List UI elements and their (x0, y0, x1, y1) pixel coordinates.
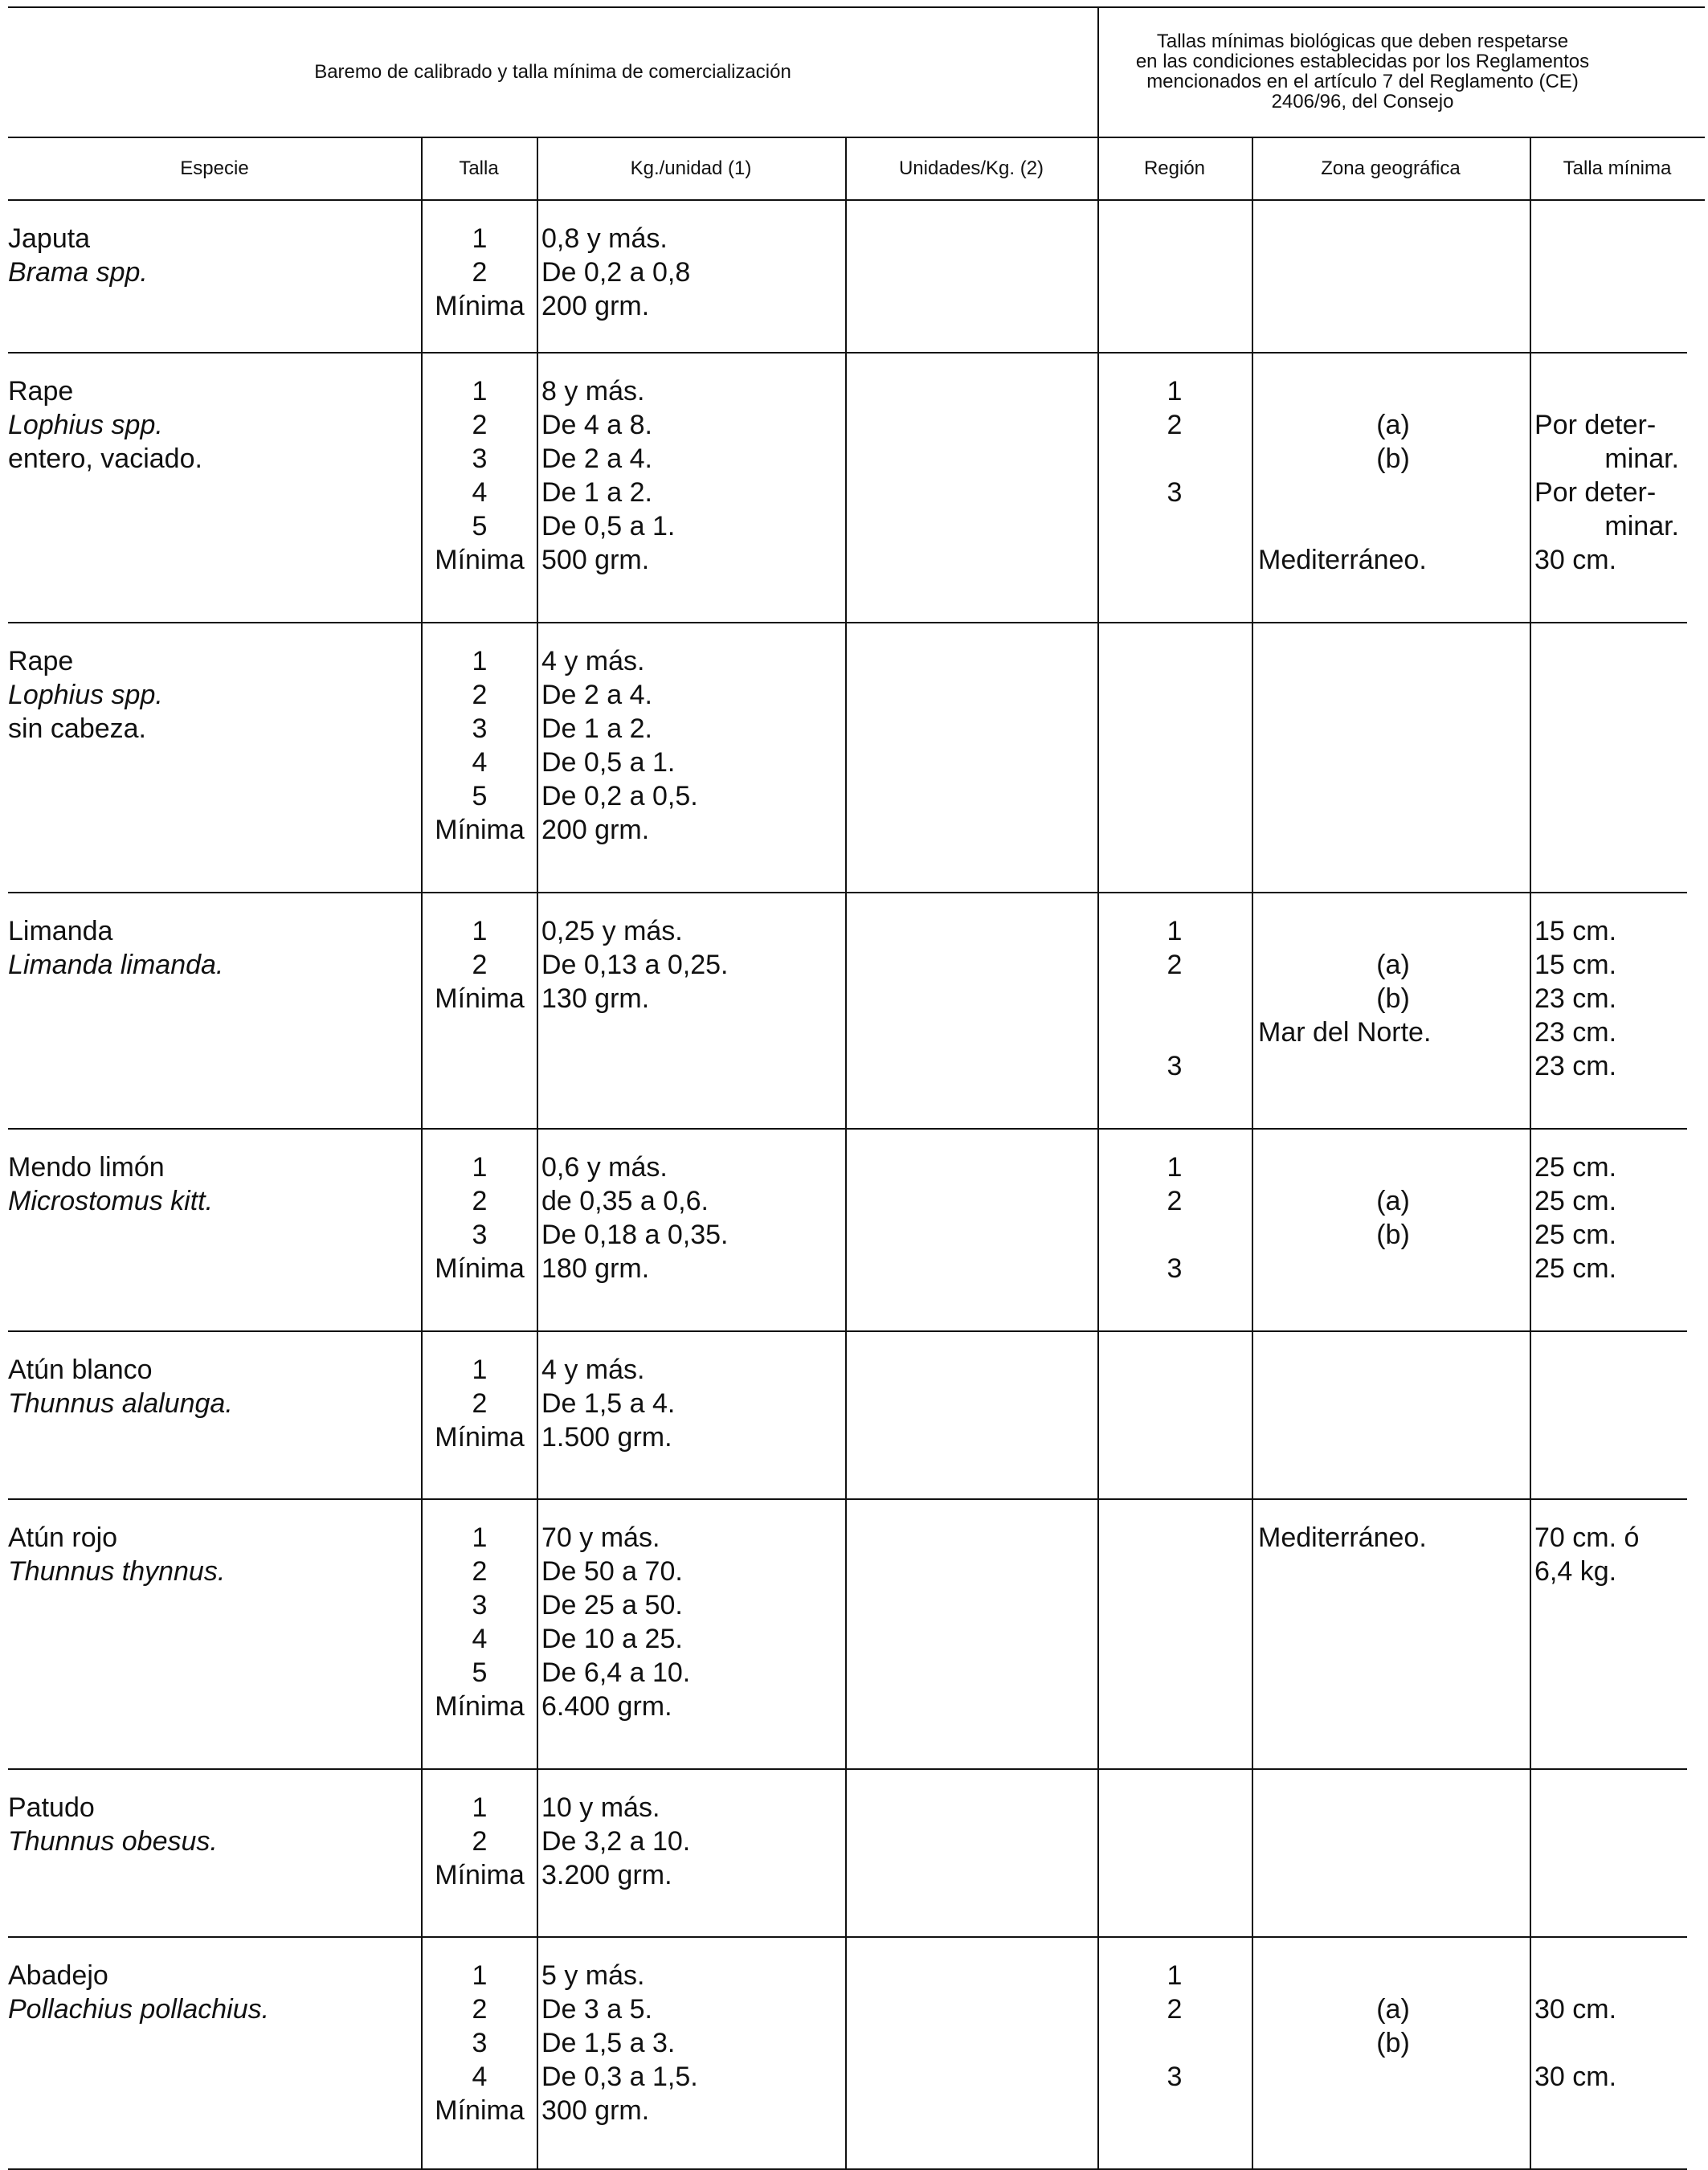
species-common-name: Rape (8, 646, 74, 676)
column-kg-unidad: Kg./unidad (1) (630, 157, 752, 179)
talla-cell-line: Mínima (435, 2095, 525, 2126)
zona-cell-line: Mediterráneo. (1258, 1522, 1427, 1553)
talla-cell-line: Mínima (435, 545, 525, 575)
talla-minima-cell-line: minar. (1604, 443, 1679, 474)
species-common-name: Atún blanco (8, 1355, 153, 1385)
column-talla-minima: Talla mínima (1563, 157, 1672, 179)
region-cell-line (1099, 1218, 1250, 1252)
row-divider (8, 1498, 1687, 1500)
row-divider (8, 1768, 1687, 1770)
zona-cell (1258, 1150, 1528, 1285)
talla-minima-cell-line: 23 cm. (1534, 983, 1617, 1014)
column-divider (1530, 137, 1531, 2168)
region-cell-line: 1 (1167, 1960, 1183, 1991)
talla-minima-cell (1534, 914, 1679, 1083)
talla-minima-cell-line: Por deter- (1534, 477, 1657, 508)
zona-cell-line: (a) (1376, 1994, 1410, 2025)
column-divider (845, 137, 847, 2168)
region-cell-line: 2 (1167, 1994, 1183, 2025)
zona-cell-line: Mar del Norte. (1258, 1017, 1432, 1048)
kg-unidad-cell (541, 1353, 844, 1454)
region-cell-line: 2 (1167, 1186, 1183, 1216)
header-right-line: 2406/96, del Consejo (1271, 91, 1454, 112)
talla-minima-cell (1534, 374, 1679, 577)
talla-cell-line: 3 (472, 713, 488, 744)
species-cell (8, 1791, 418, 1858)
kg-unidad-cell-line: De 0,3 a 1,5. (541, 2062, 698, 2092)
species-latin-name: Thunnus alalunga. (8, 1388, 233, 1419)
row-divider (8, 1936, 1687, 1938)
zona-cell-line (1258, 914, 1528, 948)
zona-cell-line: (a) (1376, 1186, 1410, 1216)
row-divider (8, 1128, 1687, 1130)
talla-cell-line: 2 (472, 1556, 488, 1587)
kg-unidad-cell-line: De 0,2 a 0,5. (541, 781, 698, 811)
header-right-line: en las condiciones establecidas por los Reglamentos (1135, 51, 1590, 72)
talla-cell (423, 222, 537, 323)
zona-cell-line: (b) (1376, 443, 1410, 474)
column-divider (1097, 6, 1099, 2168)
species-common-name: Rape (8, 376, 74, 407)
species-presentation: entero, vaciado. (8, 443, 202, 474)
kg-unidad-cell-line: 3.200 grm. (541, 1860, 672, 1890)
region-cell-line: 1 (1167, 376, 1183, 407)
kg-unidad-cell-line: 4 y más. (541, 1355, 645, 1385)
kg-unidad-cell-line: 200 grm. (541, 291, 650, 321)
talla-cell-line: 3 (472, 2028, 488, 2058)
talla-minima-cell-line: 15 cm. (1534, 916, 1617, 946)
kg-unidad-cell-line: 300 grm. (541, 2095, 650, 2126)
region-cell-line: 3 (1167, 1051, 1183, 1081)
talla-cell-line: 2 (472, 257, 488, 288)
region-cell-line (1099, 2026, 1250, 2060)
zona-cell-line: Mediterráneo. (1258, 545, 1427, 575)
species-common-name: Abadejo (8, 1960, 108, 1991)
header-right-line: mencionados en el artículo 7 del Reglamento (CE) (1146, 71, 1579, 92)
species-cell (8, 914, 418, 982)
species-latin-name: Lophius spp. (8, 680, 163, 710)
kg-unidad-cell-line: De 50 a 70. (541, 1556, 683, 1587)
kg-unidad-cell-line: De 1,5 a 4. (541, 1388, 676, 1419)
species-latin-name: Limanda limanda. (8, 950, 224, 980)
kg-unidad-cell (541, 374, 844, 577)
talla-cell-line: Mínima (435, 1422, 525, 1453)
talla-minima-cell-line: 25 cm. (1534, 1186, 1617, 1216)
talla-cell-line: 1 (472, 223, 488, 254)
kg-unidad-cell-line: 130 grm. (541, 983, 650, 1014)
kg-unidad-cell (541, 914, 844, 1016)
region-cell-line: 3 (1167, 477, 1183, 508)
talla-cell (423, 1791, 537, 1892)
zona-cell-line: (b) (1376, 2028, 1410, 2058)
species-latin-name: Pollachius pollachius. (8, 1994, 270, 2025)
kg-unidad-cell-line: De 3,2 a 10. (541, 1826, 691, 1857)
talla-cell-line: 1 (472, 1355, 488, 1385)
species-common-name: Atún rojo (8, 1522, 118, 1553)
talla-minima-cell (1534, 1150, 1679, 1285)
kg-unidad-cell-line: De 6,4 a 10. (541, 1657, 691, 1688)
header-tallas-biologicas (1099, 18, 1626, 125)
talla-cell (423, 1150, 537, 1285)
talla-cell (423, 1521, 537, 1723)
talla-minima-cell-line (1534, 374, 1679, 408)
region-cell-line (1099, 509, 1250, 543)
talla-cell-line: 2 (472, 680, 488, 710)
talla-minima-cell-line (1534, 1959, 1679, 1992)
zona-cell-line: (b) (1376, 983, 1410, 1014)
species-presentation: sin cabeza. (8, 713, 146, 744)
kg-unidad-cell-line: 0,8 y más. (541, 223, 668, 254)
species-cell (8, 222, 418, 289)
kg-unidad-cell-line: De 0,2 a 0,8 (541, 257, 691, 288)
kg-unidad-cell-line: De 2 a 4. (541, 443, 652, 474)
kg-unidad-cell-line: De 0,5 a 1. (541, 511, 676, 541)
talla-minima-cell-line (1534, 2094, 1679, 2127)
kg-unidad-cell-line: 8 y más. (541, 376, 645, 407)
row-divider (8, 199, 1705, 201)
talla-minima-cell-line: minar. (1604, 511, 1679, 541)
column-talla: Talla (459, 157, 499, 179)
zona-cell (1258, 1521, 1528, 1555)
talla-minima-cell-line: 25 cm. (1534, 1152, 1617, 1183)
zona-cell-line: (a) (1376, 410, 1410, 440)
kg-unidad-cell (541, 1521, 844, 1723)
kg-unidad-cell-line: 6.400 grm. (541, 1691, 672, 1722)
talla-cell-line: 3 (472, 1590, 488, 1620)
region-cell-line: 1 (1167, 1152, 1183, 1183)
talla-cell-line: 2 (472, 1994, 488, 2025)
header-baremo: Baremo de calibrado y talla mínima de comercialización (314, 60, 791, 83)
kg-unidad-cell-line: 70 y más. (541, 1522, 660, 1553)
region-cell-line: 3 (1167, 2062, 1183, 2092)
talla-cell-line: Mínima (435, 815, 525, 845)
region-cell-line (1099, 982, 1250, 1016)
talla-cell-line: 1 (472, 916, 488, 946)
kg-unidad-cell-line: 1.500 grm. (541, 1422, 672, 1453)
region-cell-line: 2 (1167, 410, 1183, 440)
talla-cell-line: 4 (472, 477, 488, 508)
talla-minima-cell-line: 25 cm. (1534, 1220, 1617, 1250)
regulation-table (8, 6, 1705, 2168)
kg-unidad-cell-line: 10 y más. (541, 1792, 660, 1823)
talla-cell (423, 374, 537, 577)
species-cell (8, 644, 418, 746)
species-cell (8, 1353, 418, 1420)
talla-minima-cell-line: 6,4 kg. (1534, 1556, 1617, 1587)
kg-unidad-cell-line: 0,25 y más. (541, 916, 683, 946)
talla-cell-line: 5 (472, 1657, 488, 1688)
zona-cell-line (1258, 2094, 1528, 2127)
species-common-name: Limanda (8, 916, 113, 946)
talla-cell-line: Mínima (435, 1253, 525, 1284)
kg-unidad-cell-line: De 1 a 2. (541, 713, 652, 744)
talla-cell-line: 2 (472, 950, 488, 980)
talla-cell (423, 914, 537, 1016)
region-cell-line (1099, 1016, 1250, 1049)
kg-unidad-cell-line: De 25 a 50. (541, 1590, 683, 1620)
column-unidades-kg: Unidades/Kg. (2) (898, 157, 1044, 179)
talla-cell (423, 644, 537, 847)
species-common-name: Japuta (8, 223, 91, 254)
kg-unidad-cell (541, 222, 844, 323)
talla-cell-line: 5 (472, 511, 488, 541)
kg-unidad-cell-line: De 2 a 4. (541, 680, 652, 710)
column-divider (1252, 137, 1253, 2168)
region-cell (1099, 1150, 1250, 1285)
talla-minima-cell-line: 30 cm. (1534, 2062, 1617, 2092)
kg-unidad-cell-line: 500 grm. (541, 545, 650, 575)
talla-cell-line: 3 (472, 443, 488, 474)
kg-unidad-cell-line: de 0,35 a 0,6. (541, 1186, 709, 1216)
zona-cell-line: (a) (1376, 950, 1410, 980)
species-cell (8, 1959, 418, 2026)
talla-cell-line: 2 (472, 1388, 488, 1419)
talla-cell-line: 1 (472, 1152, 488, 1183)
species-common-name: Patudo (8, 1792, 95, 1823)
kg-unidad-cell-line: 5 y más. (541, 1960, 645, 1991)
talla-minima-cell-line: 23 cm. (1534, 1051, 1617, 1081)
talla-cell-line: 4 (472, 747, 488, 778)
talla-cell-line: 1 (472, 1522, 488, 1553)
species-cell (8, 374, 418, 476)
region-cell (1099, 914, 1250, 1083)
zona-cell-line (1258, 2060, 1528, 2094)
region-cell (1099, 1959, 1250, 2127)
species-cell (8, 1150, 418, 1218)
kg-unidad-cell-line: De 0,18 a 0,35. (541, 1220, 729, 1250)
talla-cell-line: 2 (472, 1826, 488, 1857)
kg-unidad-cell-line: De 4 a 8. (541, 410, 652, 440)
talla-cell-line: 4 (472, 1624, 488, 1654)
region-cell (1099, 374, 1250, 577)
kg-unidad-cell (541, 1791, 844, 1892)
species-latin-name: Thunnus thynnus. (8, 1556, 226, 1587)
row-divider (8, 622, 1687, 623)
region-cell-line (1099, 543, 1250, 577)
kg-unidad-cell-line: De 3 a 5. (541, 1994, 652, 2025)
talla-minima-cell (1534, 1521, 1679, 1588)
zona-cell (1258, 1959, 1528, 2127)
kg-unidad-cell (541, 644, 844, 847)
kg-unidad-cell (541, 1959, 844, 2127)
species-latin-name: Thunnus obesus. (8, 1826, 218, 1857)
talla-cell-line: 1 (472, 1792, 488, 1823)
talla-minima-cell-line: Por deter- (1534, 410, 1657, 440)
talla-cell-line: Mínima (435, 983, 525, 1014)
talla-cell-line: 2 (472, 1186, 488, 1216)
region-cell-line (1099, 442, 1250, 476)
zona-cell-line: (b) (1376, 1220, 1410, 1250)
region-cell-line (1099, 2094, 1250, 2127)
species-cell (8, 1521, 418, 1588)
zona-cell-line (1258, 374, 1528, 408)
kg-unidad-cell-line: 4 y más. (541, 646, 645, 676)
talla-cell-line: 1 (472, 1960, 488, 1991)
talla-cell-line: 1 (472, 376, 488, 407)
zona-cell-line (1258, 1252, 1528, 1285)
talla-cell-line: 4 (472, 2062, 488, 2092)
row-divider (8, 352, 1687, 353)
region-cell-line: 2 (1167, 950, 1183, 980)
talla-minima-cell-line (1534, 2026, 1679, 2060)
kg-unidad-cell (541, 1150, 844, 1285)
zona-cell-line (1258, 1959, 1528, 1992)
kg-unidad-cell-line: De 1 a 2. (541, 477, 652, 508)
region-cell-line: 1 (1167, 916, 1183, 946)
talla-cell-line: Mínima (435, 1860, 525, 1890)
zona-cell (1258, 914, 1528, 1083)
talla-minima-cell-line: 30 cm. (1534, 1994, 1617, 2025)
talla-minima-cell (1534, 1959, 1679, 2127)
talla-cell-line: 5 (472, 781, 488, 811)
row-divider (8, 1330, 1687, 1332)
talla-minima-cell-line: 25 cm. (1534, 1253, 1617, 1284)
talla-cell-line: 3 (472, 1220, 488, 1250)
kg-unidad-cell-line: 0,6 y más. (541, 1152, 668, 1183)
species-latin-name: Brama spp. (8, 257, 148, 288)
kg-unidad-cell-line: De 0,5 a 1. (541, 747, 676, 778)
zona-cell-line (1258, 1150, 1528, 1184)
zona-cell-line (1258, 509, 1528, 543)
talla-cell (423, 1959, 537, 2127)
talla-cell-line: 2 (472, 410, 488, 440)
row-divider (8, 892, 1687, 893)
zona-cell (1258, 374, 1528, 577)
kg-unidad-cell-line: De 0,13 a 0,25. (541, 950, 729, 980)
talla-cell-line: 1 (472, 646, 488, 676)
talla-cell-line: Mínima (435, 291, 525, 321)
region-cell-line: 3 (1167, 1253, 1183, 1284)
talla-cell-line: Mínima (435, 1691, 525, 1722)
zona-cell-line (1258, 1049, 1528, 1083)
talla-cell (423, 1353, 537, 1454)
column-region: Región (1143, 157, 1206, 179)
column-divider (537, 137, 538, 2168)
zona-cell-line (1258, 476, 1528, 509)
kg-unidad-cell-line: De 1,5 a 3. (541, 2028, 676, 2058)
talla-minima-cell-line: 23 cm. (1534, 1017, 1617, 1048)
header-right-line: Tallas mínimas biológicas que deben respetarse (1156, 31, 1569, 52)
kg-unidad-cell-line: 200 grm. (541, 815, 650, 845)
species-common-name: Mendo limón (8, 1152, 165, 1183)
talla-minima-cell-line: 70 cm. ó (1534, 1522, 1640, 1553)
column-especie: Especie (180, 157, 249, 179)
species-latin-name: Microstomus kitt. (8, 1186, 214, 1216)
column-zona: Zona geográfica (1321, 157, 1461, 179)
talla-minima-cell-line: 15 cm. (1534, 950, 1617, 980)
kg-unidad-cell-line: 180 grm. (541, 1253, 650, 1284)
kg-unidad-cell-line: De 10 a 25. (541, 1624, 683, 1654)
species-latin-name: Lophius spp. (8, 410, 163, 440)
talla-minima-cell-line: 30 cm. (1534, 545, 1617, 575)
